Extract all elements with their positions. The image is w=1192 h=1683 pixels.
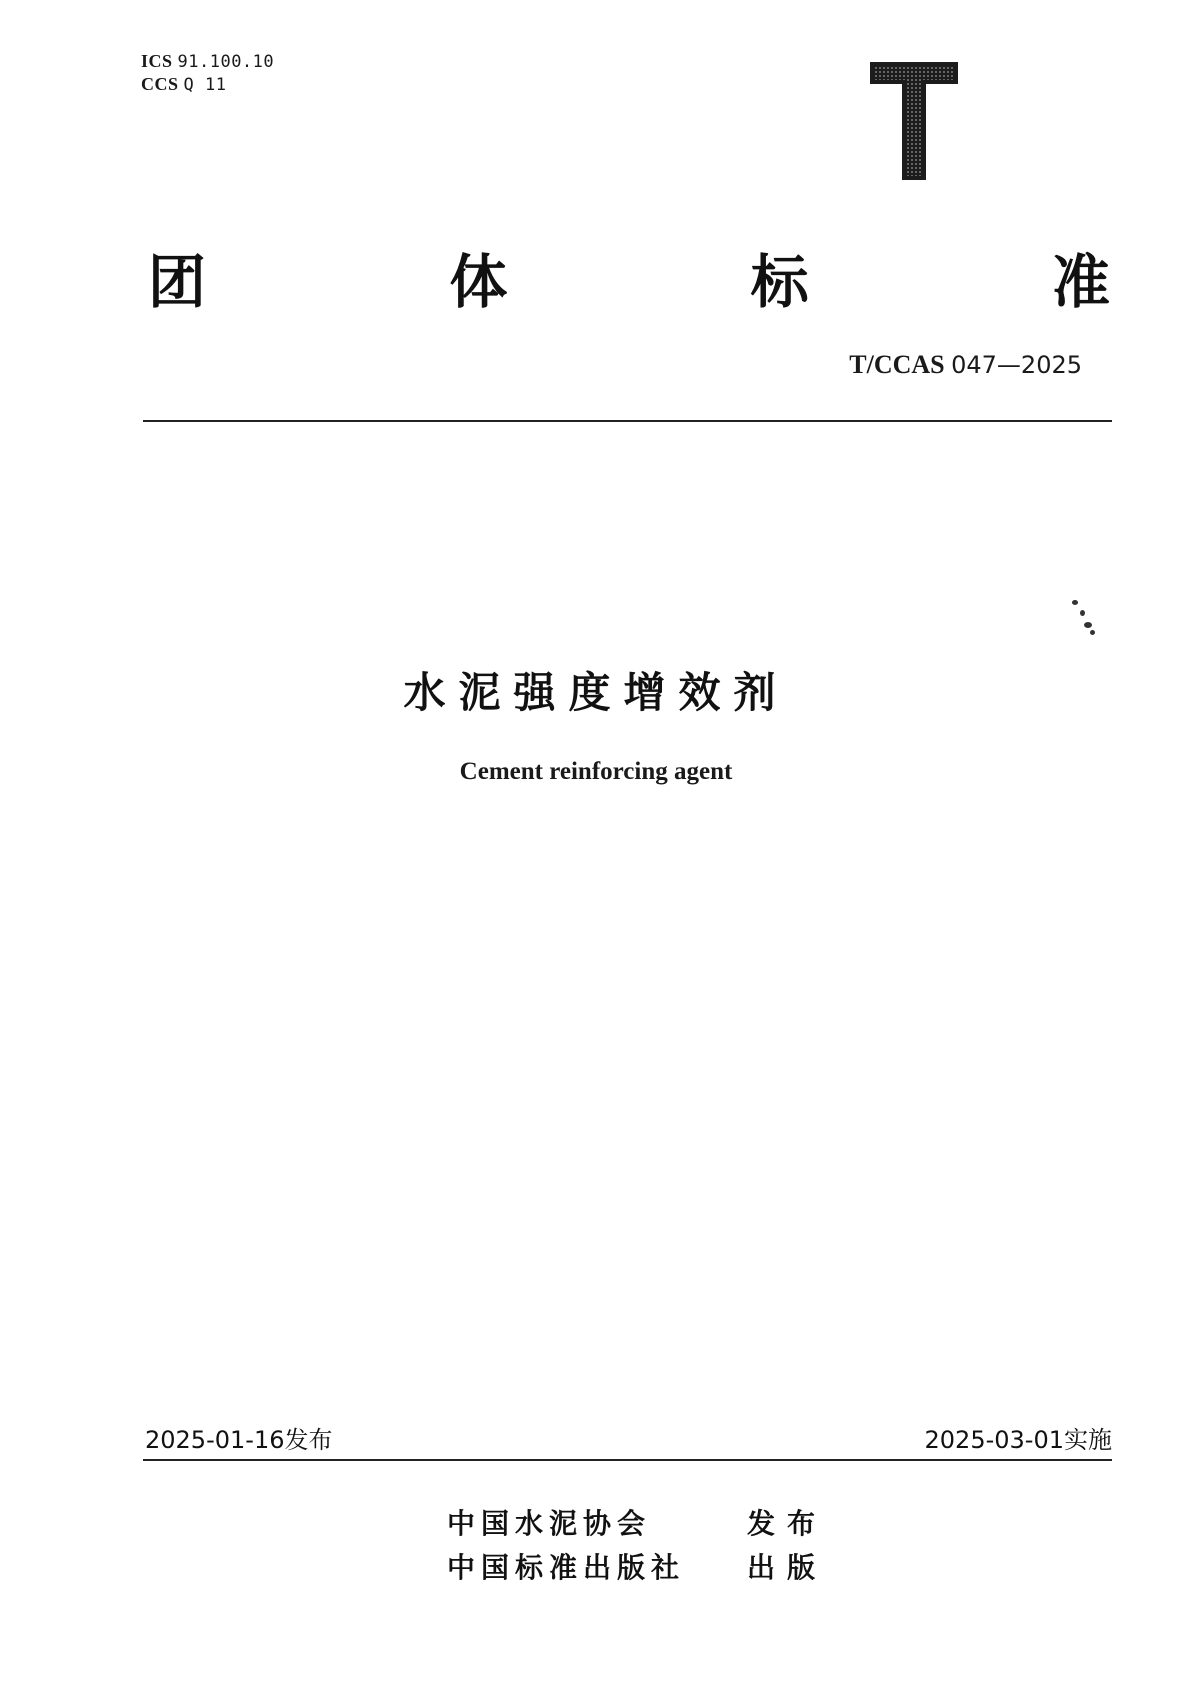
publisher-row: [0, 1502, 1192, 1538]
publisher-role: 出版: [747, 1551, 828, 1584]
scan-speck: [1090, 630, 1095, 635]
ccs-line: [141, 73, 274, 96]
standard-type-char: 标: [750, 248, 809, 316]
ics-label: ICS: [141, 51, 173, 71]
implementation-date: 2025-03-01实施: [924, 1426, 1112, 1454]
standard-number-digits: 047—2025: [951, 351, 1082, 379]
standard-type-char: 准: [1051, 248, 1110, 316]
standard-type-char: 团: [148, 248, 207, 316]
scan-speck: [1084, 622, 1092, 628]
category-mark-t: [870, 62, 958, 180]
ccs-code: Q 11: [183, 75, 227, 95]
ics-code: 91.100.10: [177, 52, 275, 72]
scan-speck: [1072, 600, 1078, 605]
document-title-chinese: 水泥强度增效剂: [403, 668, 789, 717]
standard-number: [849, 350, 1082, 380]
scan-speck: [1080, 610, 1085, 616]
bottom-divider: [143, 1459, 1112, 1461]
standard-type-char: 体: [449, 248, 508, 316]
issue-date: 2025-01-16发布: [145, 1426, 333, 1454]
publisher-row: [0, 1546, 1192, 1582]
ics-line: [141, 50, 274, 73]
ccs-label: CCS: [141, 74, 179, 94]
publisher-org: 中国标准出版社: [447, 1551, 686, 1584]
top-divider: [143, 420, 1112, 422]
publisher-role: 发布: [747, 1507, 828, 1540]
classification-codes: [141, 50, 274, 96]
standard-number-prefix: T/CCAS: [849, 350, 945, 379]
publisher-org: 中国水泥协会: [447, 1507, 652, 1540]
document-title-english: Cement reinforcing agent: [459, 758, 733, 785]
standard-type-heading: [148, 242, 1110, 316]
